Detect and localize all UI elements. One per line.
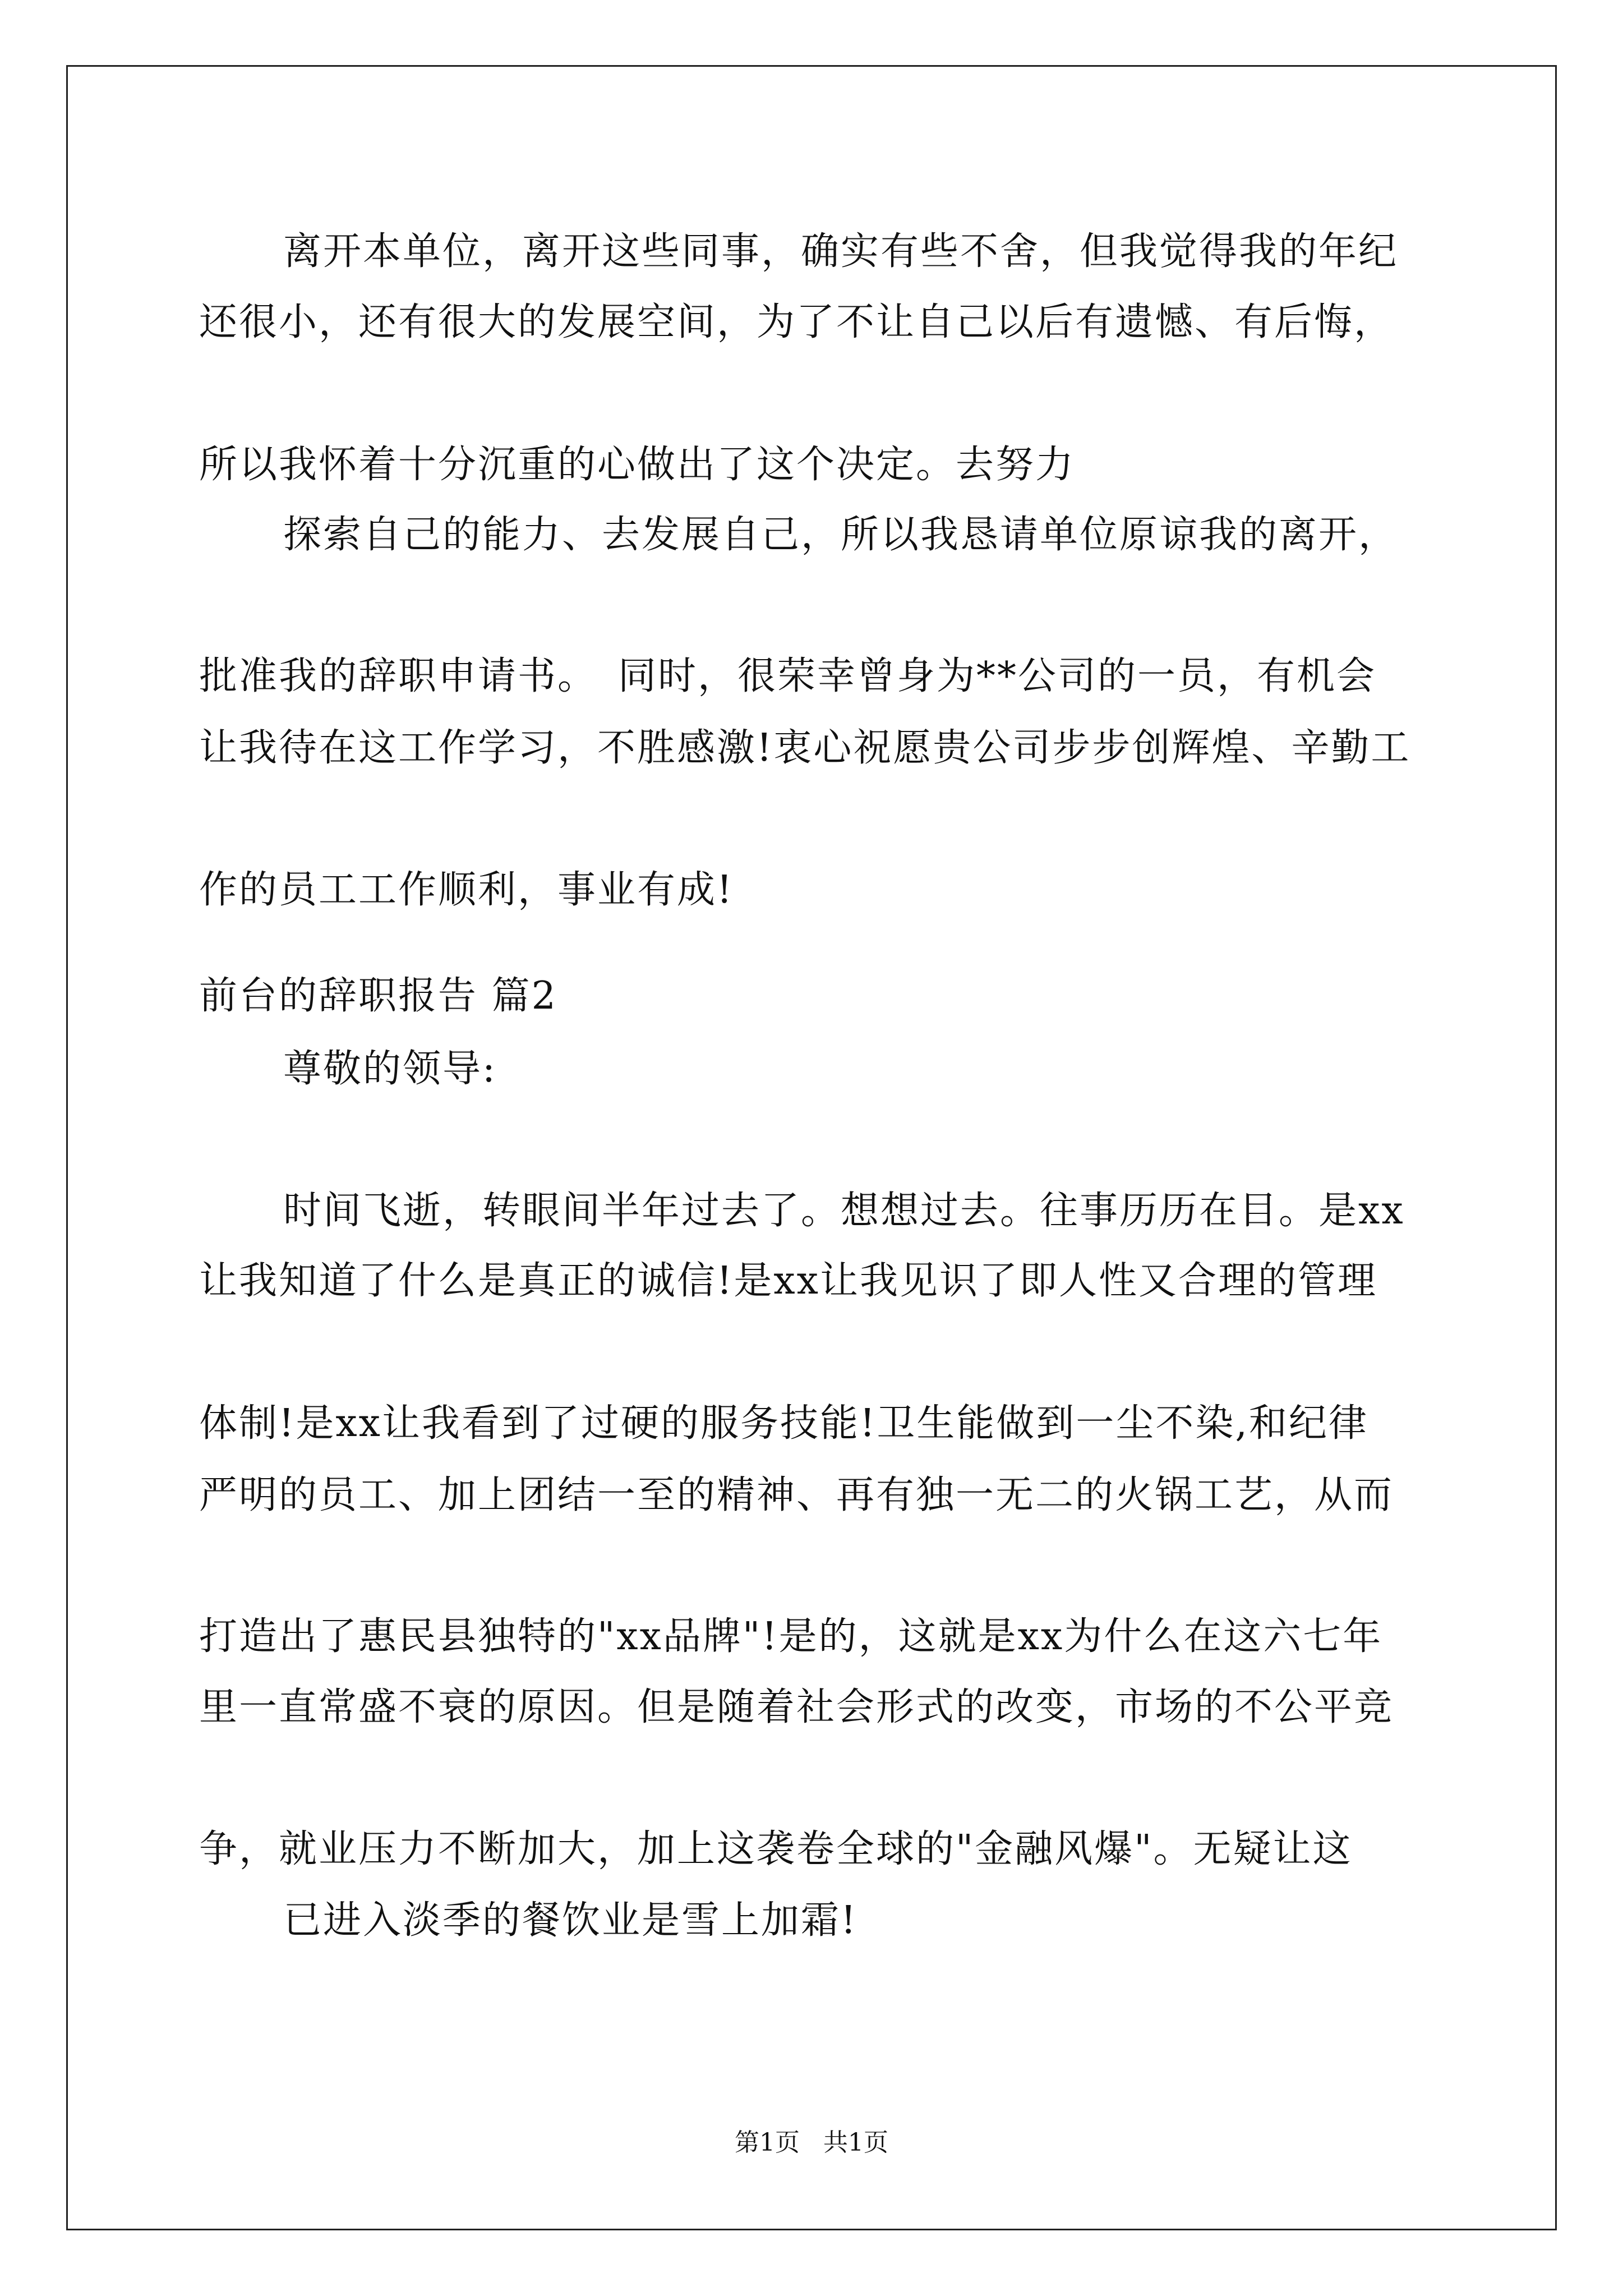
paragraph-3-line-2: 让我知道了什么是真正的诚信!是xx让我见识了即人性又合理的管理 [199,1259,1378,1303]
section-heading: 前台的辞职报告 篇2 [199,974,557,1018]
paragraph-1-line-1: 离开本单位，离开这些同事，确实有些不舍，但我觉得我的年纪 [283,229,1399,274]
paragraph-3-line-3: 体制!是xx让我看到了过硬的服务技能!卫生能做到一尘不染,和纪律 [199,1401,1368,1446]
paragraph-3-line-1: 时间飞逝，转眼间半年过去了。想想过去。往事历历在目。是xx [283,1189,1405,1233]
paragraph-3-line-4: 严明的员工、加上团结一至的精神、再有独一无二的火锅工艺，从而 [199,1473,1394,1517]
paragraph-1-line-2: 还很小，还有很大的发展空间，为了不让自己以后有遗憾、有后悔， [199,300,1394,344]
paragraph-3-line-5: 打造出了惠民县独特的"xx品牌"!是的，这就是xx为什么在这六七年 [199,1614,1383,1659]
page-footer: 第1页 共1页 [735,2128,888,2157]
paragraph-3-line-6: 里一直常盛不衰的原因。但是随着社会形式的改变，市场的不公平竞 [199,1685,1394,1729]
paragraph-3-line-7: 争，就业压力不断加大，加上这袭卷全球的"金融风爆"。无疑让这 [199,1827,1353,1871]
paragraph-2-line-2: 批准我的辞职申请书。 同时，很荣幸曾身为**公司的一员，有机会 [199,654,1377,698]
paragraph-2-line-3: 让我待在这工作学习，不胜感激!衷心祝愿贵公司步步创辉煌、辛勤工 [199,726,1411,770]
paragraph-4-line-1: 已进入淡季的餐饮业是雪上加霜! [283,1898,858,1943]
paragraph-2-line-4: 作的员工工作顺利，事业有成! [199,868,734,912]
paragraph-1-line-3: 所以我怀着十分沉重的心做出了这个决定。去努力 [199,443,1076,487]
salutation: 尊敬的领导: [283,1047,497,1091]
paragraph-2-line-1: 探索自己的能力、去发展自己，所以我恳请单位原谅我的离开， [283,513,1399,557]
